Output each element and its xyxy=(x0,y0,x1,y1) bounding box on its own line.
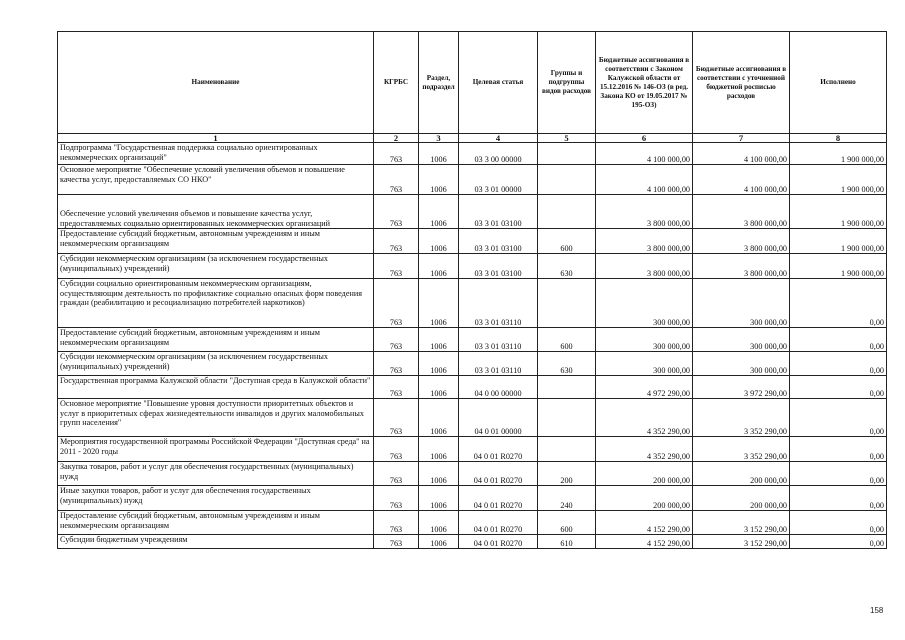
row-section: 1006 xyxy=(419,328,459,352)
row-target: 04 0 01 R0270 xyxy=(459,437,538,462)
row-updated-amount: 200 000,00 xyxy=(693,462,790,486)
row-section: 1006 xyxy=(419,229,459,254)
row-section: 1006 xyxy=(419,511,459,535)
row-section: 1006 xyxy=(419,399,459,437)
row-updated-amount: 3 800 000,00 xyxy=(693,254,790,279)
row-name: Субсидии бюджетным учреждениям xyxy=(58,535,374,549)
row-law-amount: 4 352 290,00 xyxy=(596,437,693,462)
row-group xyxy=(538,399,596,437)
row-done-amount: 1 900 000,00 xyxy=(790,165,887,195)
page-number: 158 xyxy=(870,606,884,615)
row-done-amount: 0,00 xyxy=(790,328,887,352)
row-updated-amount: 3 800 000,00 xyxy=(693,195,790,229)
row-krbs: 763 xyxy=(374,165,419,195)
row-krbs: 763 xyxy=(374,535,419,549)
row-updated-amount: 300 000,00 xyxy=(693,279,790,328)
row-group: 600 xyxy=(538,229,596,254)
row-section: 1006 xyxy=(419,376,459,399)
row-krbs: 763 xyxy=(374,376,419,399)
row-law-amount: 3 800 000,00 xyxy=(596,195,693,229)
row-updated-amount: 300 000,00 xyxy=(693,328,790,352)
row-krbs: 763 xyxy=(374,352,419,376)
row-section: 1006 xyxy=(419,195,459,229)
row-section: 1006 xyxy=(419,462,459,486)
column-number: 6 xyxy=(596,134,693,143)
column-number: 8 xyxy=(790,134,887,143)
row-law-amount: 4 352 290,00 xyxy=(596,399,693,437)
row-name: Основное мероприятие "Обеспечение условий увеличения объемов и повышение качества услуг, предоставляемых СО НКО" xyxy=(58,165,374,195)
table-row xyxy=(58,279,887,328)
row-name: Предоставление субсидий бюджетным, автономным учреждениям и иным некоммерческим организациям xyxy=(58,328,374,352)
row-group xyxy=(538,143,596,165)
row-krbs: 763 xyxy=(374,511,419,535)
row-section: 1006 xyxy=(419,165,459,195)
row-done-amount: 0,00 xyxy=(790,376,887,399)
row-group xyxy=(538,376,596,399)
column-number: 5 xyxy=(538,134,596,143)
row-done-amount: 0,00 xyxy=(790,279,887,328)
row-done-amount: 0,00 xyxy=(790,511,887,535)
row-group: 600 xyxy=(538,511,596,535)
row-law-amount: 300 000,00 xyxy=(596,279,693,328)
row-law-amount: 4 100 000,00 xyxy=(596,165,693,195)
row-target: 04 0 01 R0270 xyxy=(459,462,538,486)
row-krbs: 763 xyxy=(374,462,419,486)
row-name: Государственная программа Калужской области "Доступная среда в Калужской области" xyxy=(58,376,374,399)
column-number: 7 xyxy=(693,134,790,143)
row-law-amount: 300 000,00 xyxy=(596,352,693,376)
row-name: Иные закупки товаров, работ и услуг для обеспечения государственных (муниципальных) нужд xyxy=(58,486,374,511)
row-krbs: 763 xyxy=(374,254,419,279)
table-row xyxy=(58,486,887,511)
column-number: 2 xyxy=(374,134,419,143)
row-name: Субсидии некоммерческим организациям (за исключением государственных (муниципальных) учреждений) xyxy=(58,352,374,376)
table-row xyxy=(58,195,887,229)
table-row xyxy=(58,437,887,462)
table-row xyxy=(58,165,887,195)
row-updated-amount: 3 972 290,00 xyxy=(693,376,790,399)
table-row xyxy=(58,143,887,165)
row-updated-amount: 4 100 000,00 xyxy=(693,143,790,165)
header-krbs: КГРБС xyxy=(374,32,419,134)
row-done-amount: 0,00 xyxy=(790,352,887,376)
table-row xyxy=(58,352,887,376)
row-group: 240 xyxy=(538,486,596,511)
row-section: 1006 xyxy=(419,437,459,462)
row-name: Субсидии социально ориентированным некоммерческим организациям, осуществляющим деятельность по профилактике социально опасных форм поведения граждан (реабилитацию и ресоциализацию потребителей наркотиков) xyxy=(58,279,374,328)
row-section: 1006 xyxy=(419,352,459,376)
table-row xyxy=(58,399,887,437)
row-target: 03 3 01 03100 xyxy=(459,229,538,254)
row-law-amount: 3 800 000,00 xyxy=(596,254,693,279)
table-row xyxy=(58,328,887,352)
row-law-amount: 4 152 290,00 xyxy=(596,535,693,549)
row-target: 03 3 01 03100 xyxy=(459,195,538,229)
row-law-amount: 4 100 000,00 xyxy=(596,143,693,165)
row-name: Предоставление субсидий бюджетным, автономным учреждениям и иным некоммерческим организациям xyxy=(58,511,374,535)
row-name: Субсидии некоммерческим организациям (за исключением государственных (муниципальных) учреждений) xyxy=(58,254,374,279)
row-updated-amount: 300 000,00 xyxy=(693,352,790,376)
header-row xyxy=(58,32,887,134)
row-done-amount: 0,00 xyxy=(790,399,887,437)
row-section: 1006 xyxy=(419,535,459,549)
header-target: Целевая статья xyxy=(459,32,538,134)
row-group xyxy=(538,165,596,195)
column-number: 1 xyxy=(58,134,374,143)
row-target: 03 3 00 00000 xyxy=(459,143,538,165)
row-section: 1006 xyxy=(419,279,459,328)
table-row xyxy=(58,229,887,254)
row-name: Основное мероприятие "Повышение уровня доступности приоритетных объектов и услуг в приоритетных сферах жизнедеятельности инвалидов и других маломобильных групп населения" xyxy=(58,399,374,437)
row-section: 1006 xyxy=(419,143,459,165)
row-done-amount: 0,00 xyxy=(790,462,887,486)
header-law: Бюджетные ассигнования в соответствии с Законом Калужской области от 15.12.2016 № 146-ОЗ (в ред. Закона КО от 19.05.2017 № 195-ОЗ) xyxy=(596,32,693,134)
row-section: 1006 xyxy=(419,254,459,279)
row-group: 630 xyxy=(538,254,596,279)
row-done-amount: 1 900 000,00 xyxy=(790,229,887,254)
row-group: 610 xyxy=(538,535,596,549)
row-target: 03 3 01 00000 xyxy=(459,165,538,195)
row-name: Подпрограмма "Государственная поддержка социально ориентированных некоммерческих организаций" xyxy=(58,143,374,165)
row-krbs: 763 xyxy=(374,229,419,254)
row-target: 04 0 01 00000 xyxy=(459,399,538,437)
budget-table xyxy=(57,31,887,549)
row-name: Мероприятия государственной программы Российской Федерации "Доступная среда" на 2011 - 2020 годы xyxy=(58,437,374,462)
row-group xyxy=(538,437,596,462)
row-done-amount: 1 900 000,00 xyxy=(790,254,887,279)
row-law-amount: 3 800 000,00 xyxy=(596,229,693,254)
row-krbs: 763 xyxy=(374,437,419,462)
row-updated-amount: 200 000,00 xyxy=(693,486,790,511)
header-updated: Бюджетные ассигнования в соответствии с уточненной бюджетной росписью расходов xyxy=(693,32,790,134)
row-done-amount: 0,00 xyxy=(790,437,887,462)
table-row xyxy=(58,511,887,535)
row-krbs: 763 xyxy=(374,328,419,352)
header-done: Исполнено xyxy=(790,32,887,134)
row-updated-amount: 3 352 290,00 xyxy=(693,399,790,437)
row-updated-amount: 4 100 000,00 xyxy=(693,165,790,195)
row-law-amount: 200 000,00 xyxy=(596,462,693,486)
header-groups: Группы и подгруппы видов расходов xyxy=(538,32,596,134)
row-krbs: 763 xyxy=(374,195,419,229)
row-group: 630 xyxy=(538,352,596,376)
row-name: Обеспечение условий увеличения объемов и повышение качества услуг, предоставляемых социально ориентированных некоммерческих организаций xyxy=(58,195,374,229)
row-law-amount: 4 972 290,00 xyxy=(596,376,693,399)
row-updated-amount: 3 800 000,00 xyxy=(693,229,790,254)
row-target: 03 3 01 03100 xyxy=(459,254,538,279)
row-done-amount: 1 900 000,00 xyxy=(790,143,887,165)
row-law-amount: 300 000,00 xyxy=(596,328,693,352)
row-updated-amount: 3 152 290,00 xyxy=(693,511,790,535)
row-target: 04 0 01 R0270 xyxy=(459,511,538,535)
row-done-amount: 1 900 000,00 xyxy=(790,195,887,229)
row-updated-amount: 3 352 290,00 xyxy=(693,437,790,462)
row-target: 03 3 01 03110 xyxy=(459,328,538,352)
row-group xyxy=(538,195,596,229)
row-done-amount: 0,00 xyxy=(790,486,887,511)
row-target: 04 0 01 R0270 xyxy=(459,535,538,549)
row-krbs: 763 xyxy=(374,486,419,511)
row-target: 03 3 01 03110 xyxy=(459,279,538,328)
table-row xyxy=(58,462,887,486)
column-number-row xyxy=(58,134,887,143)
table-row xyxy=(58,535,887,549)
row-done-amount: 0,00 xyxy=(790,535,887,549)
row-name: Закупка товаров, работ и услуг для обеспечения государственных (муниципальных) нужд xyxy=(58,462,374,486)
row-krbs: 763 xyxy=(374,279,419,328)
row-law-amount: 4 152 290,00 xyxy=(596,511,693,535)
row-target: 04 0 01 R0270 xyxy=(459,486,538,511)
row-krbs: 763 xyxy=(374,143,419,165)
row-section: 1006 xyxy=(419,486,459,511)
header-name: Наименование xyxy=(58,32,374,134)
column-number: 3 xyxy=(419,134,459,143)
row-target: 03 3 01 03110 xyxy=(459,352,538,376)
row-law-amount: 200 000,00 xyxy=(596,486,693,511)
row-group xyxy=(538,279,596,328)
row-group: 600 xyxy=(538,328,596,352)
row-name: Предоставление субсидий бюджетным, автономным учреждениям и иным некоммерческим организациям xyxy=(58,229,374,254)
row-group: 200 xyxy=(538,462,596,486)
table-row xyxy=(58,254,887,279)
header-section: Раздел, подраздел xyxy=(419,32,459,134)
row-krbs: 763 xyxy=(374,399,419,437)
row-target: 04 0 00 00000 xyxy=(459,376,538,399)
table-row xyxy=(58,376,887,399)
row-updated-amount: 3 152 290,00 xyxy=(693,535,790,549)
column-number: 4 xyxy=(459,134,538,143)
